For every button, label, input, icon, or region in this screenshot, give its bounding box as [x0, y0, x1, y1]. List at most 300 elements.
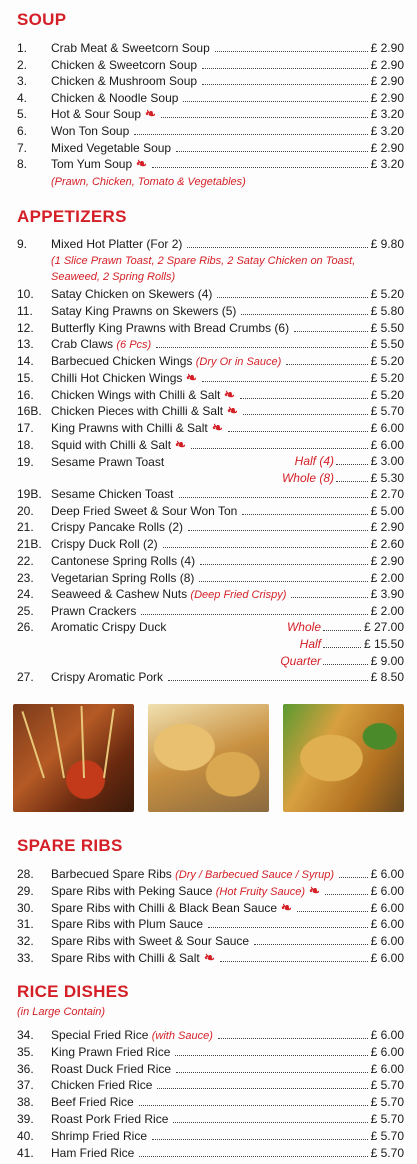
- item-name: [51, 570, 194, 586]
- item-name: [51, 387, 235, 403]
- size-price: £ 5.30: [370, 471, 404, 485]
- item-price: £ 5.00: [370, 504, 404, 518]
- item-price: £ 6.00: [370, 1028, 404, 1042]
- chili-icon: ❧: [210, 419, 225, 436]
- item-number: 15.: [17, 371, 34, 385]
- item-name: [51, 486, 174, 502]
- item-name-text: Chicken & Sweetcorn Soup: [51, 58, 198, 72]
- item-number: 16.: [17, 388, 34, 402]
- item-number: 13.: [17, 337, 34, 351]
- rice-dishes-heading: RICE DISHES: [17, 982, 129, 1001]
- item-name-text: Mixed Vegetable Soup: [51, 141, 172, 155]
- item-price: £ 2.90: [370, 554, 404, 568]
- dot-leader: [218, 1038, 368, 1039]
- item-name-text: Butterfly King Prawns with Bread Crumbs (6): [51, 321, 290, 335]
- item-price: £ 6.00: [370, 917, 404, 931]
- item-name-text: Mixed Hot Platter (For 2): [51, 237, 183, 251]
- item-name-text: Spare Ribs with Chilli & Salt: [51, 951, 200, 965]
- item-name-text: Chicken & Mushroom Soup: [51, 74, 198, 88]
- item-name-text: Chicken Wings with Chilli & Salt: [51, 388, 221, 402]
- item-price: £ 9.80: [370, 237, 404, 251]
- spring-rolls-photo: [283, 704, 404, 812]
- item-name: [51, 420, 223, 436]
- item-name: [51, 586, 286, 603]
- item-name: [51, 603, 136, 619]
- item-number: 35.: [17, 1045, 34, 1059]
- item-number: 4.: [17, 91, 28, 105]
- dot-leader: [228, 431, 368, 432]
- item-name: [51, 123, 129, 139]
- dot-leader: [294, 331, 368, 332]
- item-number: 31.: [17, 917, 34, 931]
- item-name-text: Sesame Chicken Toast: [51, 487, 174, 501]
- item-name: [51, 1145, 134, 1161]
- dot-leader: [173, 1122, 368, 1123]
- item-price: £ 6.00: [370, 901, 404, 915]
- dot-leader: [141, 614, 368, 615]
- item-name: [51, 950, 215, 966]
- item-name-text: Barbecued Spare Ribs: [51, 867, 172, 881]
- item-price: £ 2.90: [370, 58, 404, 72]
- item-number: 39.: [17, 1112, 34, 1126]
- menu-item-row: [0, 303, 417, 319]
- item-number: 12.: [17, 321, 34, 335]
- item-name: [51, 106, 156, 122]
- rice-dishes-subtitle: (in Large Contain): [17, 1006, 106, 1018]
- item-name-text: King Prawns with Chilli & Salt: [51, 421, 208, 435]
- item-number: 27.: [17, 670, 34, 684]
- item-price: £ 5.70: [370, 1146, 404, 1160]
- menu-item-row: [0, 1077, 417, 1093]
- item-name: [51, 503, 237, 519]
- item-number: 8.: [17, 157, 28, 171]
- size-price: £ 15.50: [363, 637, 404, 651]
- item-price: £ 2.60: [370, 537, 404, 551]
- size-label: Half (4): [294, 454, 334, 468]
- item-price: £ 5.70: [370, 1112, 404, 1126]
- size-option-row: [0, 619, 417, 635]
- menu-item-row: [0, 950, 417, 966]
- dot-leader: [323, 664, 368, 665]
- item-price: £ 5.20: [370, 371, 404, 385]
- item-number: 9.: [17, 237, 28, 251]
- item-name-text: Ham Fried Rice: [51, 1146, 135, 1160]
- menu-item-row: [0, 353, 417, 369]
- chili-icon: ❧: [134, 155, 149, 172]
- dot-leader: [336, 481, 368, 482]
- pancake-rolls-photo: [148, 704, 269, 812]
- item-name-text: Shrimp Fried Rice: [51, 1129, 148, 1143]
- item-number: 33.: [17, 951, 34, 965]
- dot-leader: [217, 297, 368, 298]
- item-name-text: Seaweed & Cashew Nuts: [51, 587, 188, 601]
- item-name: [51, 156, 147, 172]
- item-number: 19.: [17, 455, 34, 469]
- item-name-text: Roast Pork Fried Rice: [51, 1112, 169, 1126]
- menu-item-row: [0, 140, 417, 156]
- item-price: £ 3.20: [370, 107, 404, 121]
- item-number: 1.: [17, 41, 28, 55]
- item-price: £ 2.90: [370, 520, 404, 534]
- dot-leader: [183, 101, 368, 102]
- dot-leader: [220, 961, 368, 962]
- menu-item-row: [0, 236, 417, 252]
- item-price: £ 2.00: [370, 604, 404, 618]
- dot-leader: [202, 381, 368, 382]
- item-price: £ 8.50: [370, 670, 404, 684]
- item-number: 29.: [17, 884, 34, 898]
- dot-leader: [325, 894, 368, 895]
- item-name-text: Crab Meat & Sweetcorn Soup: [51, 41, 210, 55]
- menu-item-row: [0, 900, 417, 916]
- menu-item-row: [0, 336, 417, 352]
- size-label: Whole: [286, 620, 321, 634]
- item-name: [51, 437, 186, 453]
- item-name: [51, 1094, 134, 1110]
- item-number: 32.: [17, 934, 34, 948]
- item-name-text: Satay Chicken on Skewers (4): [51, 287, 213, 301]
- item-name: [51, 553, 195, 569]
- item-name: [51, 866, 334, 883]
- item-price: £ 2.90: [370, 141, 404, 155]
- menu-item-row: [0, 1094, 417, 1110]
- item-name-text: King Prawn Fried Rice: [51, 1045, 171, 1059]
- item-price: £ 5.80: [370, 304, 404, 318]
- dot-leader: [339, 877, 368, 878]
- item-name: [51, 353, 281, 370]
- item-name-text: Chicken & Noodle Soup: [51, 91, 179, 105]
- item-name-text: Crispy Aromatic Pork: [51, 670, 164, 684]
- item-number: 10.: [17, 287, 34, 301]
- dot-leader: [187, 247, 368, 248]
- dot-leader: [163, 547, 368, 548]
- item-note: (Deep Fried Crispy): [190, 589, 287, 601]
- chili-icon: ❧: [307, 882, 322, 899]
- size-option-row: [0, 453, 417, 469]
- item-note: (with Sauce): [151, 1030, 213, 1042]
- item-price: £ 2.90: [370, 91, 404, 105]
- item-name-text: Chicken Fried Rice: [51, 1078, 153, 1092]
- item-number: 11.: [17, 304, 33, 318]
- item-name-text: Roast Duck Fried Rice: [51, 1062, 172, 1076]
- item-price: £ 6.00: [370, 1045, 404, 1059]
- item-name: [51, 370, 197, 386]
- dot-leader: [176, 1072, 368, 1073]
- dot-leader: [188, 530, 368, 531]
- dot-leader: [156, 347, 368, 348]
- dot-leader: [254, 944, 368, 945]
- dot-leader: [157, 1088, 368, 1089]
- item-name: [51, 403, 238, 419]
- dot-leader: [202, 68, 368, 69]
- chili-icon: ❧: [202, 949, 217, 966]
- menu-item-row: [0, 933, 417, 949]
- dot-leader: [202, 84, 368, 85]
- item-name-text: Barbecued Chicken Wings: [51, 354, 193, 368]
- dot-leader: [215, 51, 368, 52]
- menu-item-row: [0, 370, 417, 386]
- item-price: £ 5.20: [370, 287, 404, 301]
- item-name: [51, 1128, 147, 1144]
- dot-leader: [286, 364, 368, 365]
- dot-leader: [199, 581, 368, 582]
- menu-item-row: [0, 90, 417, 106]
- item-price: £ 3.20: [370, 124, 404, 138]
- item-name: [51, 1061, 171, 1077]
- size-price: £ 3.00: [370, 454, 404, 468]
- item-number: 30.: [17, 901, 34, 915]
- chili-icon: ❧: [143, 105, 158, 122]
- item-name: [51, 900, 292, 916]
- item-name: [51, 336, 151, 353]
- dot-leader: [152, 1139, 368, 1140]
- item-note: (Hot Fruity Sauce): [215, 886, 306, 898]
- menu-item-row: [0, 123, 417, 139]
- dot-leader: [297, 911, 368, 912]
- item-name: [51, 90, 178, 106]
- appetizers-heading: APPETIZERS: [17, 207, 127, 226]
- satay-skewers-photo: [13, 704, 134, 812]
- item-price: £ 6.00: [370, 867, 404, 881]
- menu-item-row: [0, 866, 417, 882]
- item-number: 37.: [17, 1078, 34, 1092]
- size-price: £ 27.00: [363, 620, 404, 634]
- size-price: £ 9.00: [370, 654, 404, 668]
- menu-item-row: [0, 503, 417, 519]
- chili-icon: ❧: [185, 369, 199, 386]
- item-price: £ 5.50: [370, 337, 404, 351]
- platter-description-line-2: Seaweed, 2 Spring Rolls): [51, 271, 176, 283]
- item-note: (Dry / Barbecued Sauce / Syrup): [175, 869, 335, 881]
- item-number: 22.: [17, 554, 34, 568]
- item-price: £ 2.90: [370, 74, 404, 88]
- item-number: 23.: [17, 571, 34, 585]
- item-number: 24.: [17, 587, 34, 601]
- chili-icon: ❧: [223, 386, 237, 403]
- menu-item-row: [0, 420, 417, 436]
- item-name: [51, 883, 320, 900]
- item-name-text: Spare Ribs with Sweet & Sour Sauce: [51, 934, 250, 948]
- menu-item-row: [0, 553, 417, 569]
- menu-item-row: [0, 320, 417, 336]
- item-name: [51, 57, 197, 73]
- menu-item-row: [0, 57, 417, 73]
- platter-description-line-1: (1 Slice Prawn Toast, 2 Spare Ribs, 2 Satay Chicken on Toast,: [51, 255, 356, 267]
- item-name: [51, 40, 210, 56]
- size-option-row: [0, 636, 417, 652]
- item-number: 7.: [17, 141, 28, 155]
- menu-item-row: [0, 603, 417, 619]
- menu-item-row: [0, 387, 417, 403]
- menu-item-row: [0, 156, 417, 172]
- menu-item-row: [0, 519, 417, 535]
- chili-icon: ❧: [279, 899, 294, 916]
- item-number: 28.: [17, 867, 34, 881]
- item-number: 21.: [17, 520, 34, 534]
- dot-leader: [200, 564, 368, 565]
- item-name: [51, 916, 203, 932]
- dot-leader: [323, 647, 361, 648]
- menu-item-row: [0, 883, 417, 899]
- menu-item-row: [0, 570, 417, 586]
- item-name-text: Deep Fried Sweet & Sour Won Ton: [51, 504, 238, 518]
- item-name: [51, 236, 182, 252]
- item-name-text: Hot & Sour Soup: [51, 107, 142, 121]
- dot-leader: [175, 1055, 368, 1056]
- menu-item-row: [0, 536, 417, 552]
- item-price: £ 2.00: [370, 571, 404, 585]
- dot-leader: [168, 680, 368, 681]
- item-price: £ 6.00: [370, 421, 404, 435]
- item-number: 17.: [17, 421, 34, 435]
- menu-item-row: [0, 1128, 417, 1144]
- item-name: [51, 536, 158, 552]
- chili-icon: ❧: [173, 436, 188, 453]
- item-number: 25.: [17, 604, 34, 618]
- item-name-text: Beef Fried Rice: [51, 1095, 134, 1109]
- dot-leader: [323, 630, 361, 631]
- item-number: 20.: [17, 504, 34, 518]
- menu-item-row: [0, 106, 417, 122]
- item-name-text: Crab Claws: [51, 337, 114, 351]
- item-number: 3.: [17, 74, 28, 88]
- menu-item-row: [0, 586, 417, 602]
- item-price: £ 5.50: [370, 321, 404, 335]
- item-name: [51, 1044, 170, 1060]
- item-name-text: Special Fried Rice: [51, 1028, 149, 1042]
- dot-leader: [134, 134, 368, 135]
- item-name: [51, 73, 197, 89]
- item-name: [51, 320, 289, 336]
- menu-item-row: [0, 40, 417, 56]
- item-name-text: Sesame Prawn Toast: [51, 455, 165, 469]
- dot-leader: [240, 398, 368, 399]
- item-note: (6 Pcs): [116, 339, 152, 351]
- tom-yum-description: (Prawn, Chicken, Tomato & Vegetables): [51, 176, 246, 188]
- dot-leader: [243, 414, 368, 415]
- dot-leader: [179, 497, 368, 498]
- menu-item-row: [0, 1027, 417, 1043]
- item-number: 41.: [17, 1146, 34, 1160]
- size-label: Whole (8): [281, 471, 334, 485]
- dot-leader: [161, 117, 368, 118]
- item-price: £ 2.70: [370, 487, 404, 501]
- item-number: 38.: [17, 1095, 34, 1109]
- item-price: £ 5.70: [370, 1078, 404, 1092]
- item-price: £ 6.00: [370, 934, 404, 948]
- menu-item-row: [0, 437, 417, 453]
- item-number: 40.: [17, 1129, 34, 1143]
- item-number: 14.: [17, 354, 34, 368]
- item-name-text: Spare Ribs with Plum Sauce: [51, 917, 204, 931]
- item-name-text: Chicken Pieces with Chilli & Salt: [51, 404, 224, 418]
- item-name-text: Spare Ribs with Chilli & Black Bean Sauce: [51, 901, 278, 915]
- item-name-text: Squid with Chilli & Salt: [51, 438, 172, 452]
- item-name-text: Won Ton Soup: [51, 124, 130, 138]
- item-number: 36.: [17, 1062, 34, 1076]
- item-name: [51, 1027, 213, 1044]
- item-price: £ 6.00: [370, 438, 404, 452]
- menu-item-row: [0, 1145, 417, 1161]
- item-number: 16B.: [17, 404, 42, 418]
- dot-leader: [139, 1156, 368, 1157]
- size-label: Quarter: [280, 654, 321, 668]
- menu-item-row: [0, 286, 417, 302]
- item-price: £ 3.20: [370, 157, 404, 171]
- item-name-text: Spare Ribs with Peking Sauce: [51, 884, 213, 898]
- item-name: [51, 286, 212, 302]
- chili-icon: ❧: [225, 402, 240, 419]
- menu-item-row: [0, 1061, 417, 1077]
- dot-leader: [336, 464, 368, 465]
- item-price: £ 5.70: [370, 1095, 404, 1109]
- menu-item-row: [0, 916, 417, 932]
- dot-leader: [208, 927, 368, 928]
- item-name: [51, 669, 163, 685]
- item-price: £ 5.20: [370, 388, 404, 402]
- item-note: (Dry Or in Sauce): [195, 356, 282, 368]
- item-name: [51, 1111, 168, 1127]
- dot-leader: [242, 514, 368, 515]
- item-name: [51, 1077, 152, 1093]
- item-name-text: Crispy Pancake Rolls (2): [51, 520, 184, 534]
- item-number: 34.: [17, 1028, 34, 1042]
- item-name: [51, 303, 236, 319]
- size-option-row: [0, 653, 417, 669]
- menu-item-row: [0, 403, 417, 419]
- item-number: 18.: [17, 438, 34, 452]
- item-number: 6.: [17, 124, 28, 138]
- item-name-text: Cantonese Spring Rolls (4): [51, 554, 196, 568]
- item-price: £ 5.70: [370, 1129, 404, 1143]
- size-label: Half: [299, 637, 321, 651]
- item-name-text: Tom Yum Soup: [51, 157, 133, 171]
- size-option-row: [0, 470, 417, 486]
- item-price: £ 6.00: [370, 884, 404, 898]
- dot-leader: [176, 151, 368, 152]
- item-price: £ 5.20: [370, 354, 404, 368]
- item-name-text: Aromatic Crispy Duck: [51, 620, 167, 634]
- item-name-text: Crispy Duck Roll (2): [51, 537, 158, 551]
- item-name: [51, 519, 183, 535]
- soup-heading: SOUP: [17, 10, 67, 29]
- item-price: £ 3.90: [370, 587, 404, 601]
- item-number: 19B.: [17, 487, 42, 501]
- item-name-text: Chilli Hot Chicken Wings: [51, 371, 183, 385]
- item-number: 26.: [17, 620, 34, 634]
- menu-item-row: [0, 1044, 417, 1060]
- item-price: £ 6.00: [370, 951, 404, 965]
- menu-item-row: [0, 486, 417, 502]
- item-name-text: Satay King Prawns on Skewers (5): [51, 304, 237, 318]
- item-price: £ 6.00: [370, 1062, 404, 1076]
- item-number: 21B.: [17, 537, 42, 551]
- menu-item-row: [0, 669, 417, 685]
- item-name: [51, 933, 249, 949]
- spare-ribs-heading: SPARE RIBS: [17, 836, 123, 855]
- dot-leader: [152, 167, 368, 168]
- item-number: 5.: [17, 107, 28, 121]
- dot-leader: [291, 597, 368, 598]
- menu-item-row: [0, 1111, 417, 1127]
- dot-leader: [191, 448, 368, 449]
- item-name-text: Vegetarian Spring Rolls (8): [51, 571, 195, 585]
- item-number: 2.: [17, 58, 28, 72]
- item-name: [51, 140, 171, 156]
- menu-item-row: [0, 73, 417, 89]
- dot-leader: [241, 314, 368, 315]
- item-name-text: Prawn Crackers: [51, 604, 137, 618]
